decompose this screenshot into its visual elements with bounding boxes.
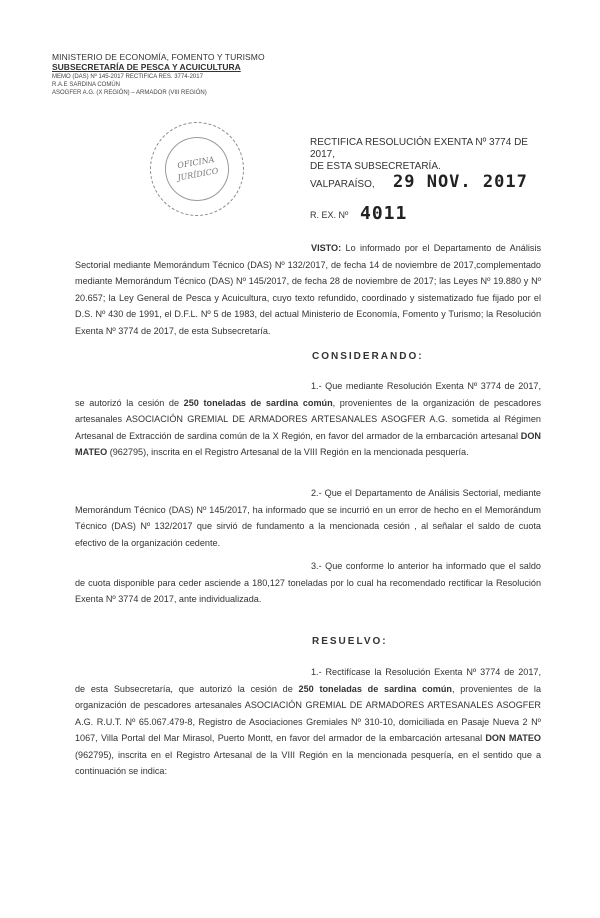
considerando-paragraph-1: [75, 378, 541, 461]
considerando-1-vessel: DON MATEO: [75, 430, 541, 457]
reference-line-3: ASOGFER A.G. (X REGIÓN) – ARMADOR (VIII REGIÓN): [52, 90, 207, 96]
considerando-1-text-e: (962795), inscrita en el Registro Artesanal de la VIII Región en la mencionada pesquería.: [107, 447, 469, 457]
resuelvo-1-vessel: DON MATEO: [485, 733, 541, 743]
considerando-1-quantity: 250 toneladas de sardina común: [183, 397, 333, 408]
place-label: VALPARAÍSO,: [310, 179, 375, 190]
resuelvo-1-text-a: 1.- Rectifícase la Resolución Exenta Nº 3774 de 2017, de esta Subsecretaría, que autorizó la cesión de: [75, 667, 541, 694]
reference-line-1: MEMO (DAS) Nº 145-2017 RECTIFICA RES. 3774-2017: [52, 74, 203, 80]
resolution-title-line-2: DE ESTA SUBSECRETARÍA.: [310, 161, 441, 172]
stamped-date: 29 NOV. 2017: [393, 172, 528, 192]
office-stamp: [143, 115, 252, 224]
considerando-2-text: 2.- Que el Departamento de Análisis Sectorial, mediante Memorándum Técnico (DAS) Nº 145/2017, ha informado que se incurrió en un error de hecho en el Memorándum Técnico (DAS) Nº 132/2017 que sirvió de fundamento a la mencionada cesión , al señalar el saldo de cuota efectivo de la organización cedente.: [75, 488, 541, 548]
considerando-paragraph-3: [75, 558, 541, 608]
subsecretaria-name: SUBSECRETARÍA DE PESCA Y ACUICULTURA: [52, 62, 241, 72]
ministry-name: MINISTERIO DE ECONOMÍA, FOMENTO Y TURISMO: [52, 52, 265, 62]
rex-label: R. EX. Nº: [310, 210, 349, 220]
resuelvo-1-text-e: (962795), inscrita en el Registro Artesanal de la VIII Región en la mencionada pesquería, en el sentido que a continuación se indica:: [75, 749, 541, 776]
considerando-heading: CONSIDERANDO:: [312, 351, 424, 362]
stamp-text-1: OFICINA: [176, 154, 216, 171]
resuelvo-1-text-c: , provenientes de la organización de pescadores artesanales ASOCIACIÓN GREMIAL DE ARMADORES ARTESANALES ASOGFER A.G. R.U.T. Nº 65.067.479-8, Registro de Asociaciones Gremiales Nº 310-10, domiciliada en Pasaje Nueva 2 Nº 1067, Villa Portal del Mar Mirasol, Puerto Montt, en favor del armador de la embarcación artesanal: [75, 683, 541, 743]
considerando-3-text: 3.- Que conforme lo anterior ha informado que el saldo de cuota disponible para ceder asciende a 180,127 toneladas por lo cual ha recomendado rectificar la Resolución Exenta Nº 3774 de 2017, ante individualizada.: [75, 561, 541, 604]
resuelvo-paragraph-1: [75, 664, 541, 780]
considerando-paragraph-2: [75, 485, 541, 551]
rex-number: 4011: [360, 203, 408, 224]
resolution-title-line-1: RECTIFICA RESOLUCIÓN EXENTA Nº 3774 DE 2017,: [310, 137, 528, 160]
reference-line-2: R.A.E SARDINA COMÚN: [52, 82, 121, 88]
considerando-1-text-a: 1.- Que mediante Resolución Exenta Nº 3774 de 2017, se autorizó la cesión de: [75, 381, 541, 408]
resolution-title: [310, 137, 550, 173]
resuelvo-heading: RESUELVO:: [312, 636, 388, 647]
considerando-1-text-c: , provenientes de la organización de pescadores artesanales ASOCIACIÓN GREMIAL DE ARMADORES ARTESANALES ASOGFER A.G. sometida al Régimen Artesanal de Extracción de sardina común de la X Región, en favor del armador de la embarcación artesanal: [75, 397, 541, 441]
resuelvo-1-quantity: 250 toneladas de sardina común: [298, 683, 452, 694]
letterhead: [52, 52, 282, 97]
visto-paragraph: [75, 240, 541, 339]
visto-text: Lo informado por el Departamento de Análisis Sectorial mediante Memorándum Técnico (DAS) Nº 132/2017, de fecha 14 de noviembre de 2017,complementado mediante Memorándum Técnico (DAS) Nº 145/2017, de fecha 28 de noviembre de 2017; las Leyes Nº 19.880 y Nº 20.657; la Ley General de Pesca y Acuicultura, cuyo texto refundido, coordinado y sistematizado fue fijado por el D.S. Nº 430 de 1991, el D.F.L. Nº 5 de 1983, del actual Ministerio de Economía, Fomento y Turismo; la Resolución Exenta Nº 3774 de 2017, de esta Subsecretaría.: [75, 243, 541, 336]
visto-label: VISTO:: [311, 243, 342, 253]
stamp-text-2: JURÍDICO: [176, 166, 220, 183]
